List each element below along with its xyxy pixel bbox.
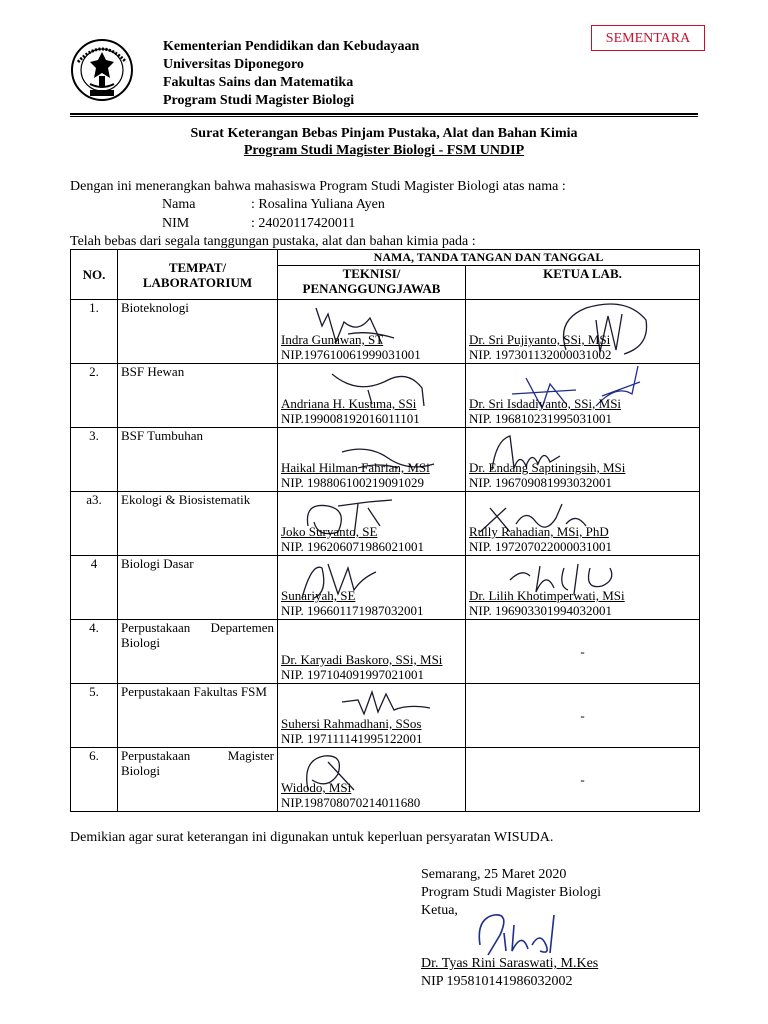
- technician-nip: NIP. 197111141995122001: [281, 731, 423, 746]
- signature-image: [470, 905, 560, 960]
- technician-name: Widodo, MSi: [281, 780, 352, 795]
- technician-name: Andriana H. Kusuma, SSi: [281, 396, 417, 411]
- document-title: Surat Keterangan Bebas Pinjam Pustaka, Alat dan Bahan Kimia: [190, 126, 578, 141]
- row-place: Perpustakaan Magister Biologi: [118, 748, 278, 812]
- institution-ministry: Kementerian Pendidikan dan Kebudayaan: [163, 39, 420, 54]
- lab-head-cell: [466, 300, 700, 364]
- technician-nip: NIP.197610061999031001: [281, 347, 421, 362]
- row-place: Biologi Dasar: [118, 556, 278, 620]
- row-place: Perpustakaan Departemen Biologi: [118, 620, 278, 684]
- lab-head-name: Dr. Sri Isdadiyanto, SSi, MSi: [469, 396, 622, 411]
- institution-header: [163, 38, 419, 110]
- institution-faculty: Fakultas Sains dan Matematika: [163, 75, 354, 90]
- technician-cell: [278, 556, 466, 620]
- closing-text: Demikian agar surat keterangan ini digunakan untuk keperluan persyaratan WISUDA.: [70, 830, 554, 845]
- signature-image: [338, 688, 438, 718]
- institution-university: Universitas Diponegoro: [163, 57, 304, 72]
- technician-nip: NIP. 197104091997021001: [281, 667, 425, 682]
- header-no: NO.: [71, 250, 118, 300]
- row-place: BSF Hewan: [118, 364, 278, 428]
- technician-cell: [278, 684, 466, 748]
- lab-head-empty: -: [466, 684, 700, 748]
- technician-cell: [278, 300, 466, 364]
- header-rule: [70, 113, 698, 115]
- technician-name: Indra Gunawan, ST: [281, 332, 384, 347]
- lab-head-cell: [466, 492, 700, 556]
- technician-name: Dr. Karyadi Baskoro, SSi, MSi: [281, 652, 443, 667]
- row-number: 1.: [71, 300, 118, 364]
- clearance-table: [70, 249, 700, 812]
- signoff-name: Dr. Tyas Rini Saraswati, M.Kes: [421, 956, 599, 971]
- table-row: [71, 300, 700, 364]
- undip-seal-icon: [70, 38, 134, 102]
- header-rule-thin: [70, 116, 698, 117]
- technician-cell: [278, 492, 466, 556]
- free-text: Telah bebas dari segala tanggungan pustaka, alat dan bahan kimia pada :: [70, 234, 476, 249]
- row-number: 4.: [71, 620, 118, 684]
- document-subtitle: Program Studi Magister Biologi - FSM UNDIP: [243, 143, 525, 158]
- table-row: [71, 620, 700, 684]
- header-place: TEMPAT/ LABORATORIUM: [118, 250, 278, 300]
- signoff-place-date: Semarang, 25 Maret 2020: [421, 867, 567, 882]
- row-number: 4: [71, 556, 118, 620]
- header-group: NAMA, TANDA TANGAN DAN TANGGAL: [278, 250, 700, 266]
- lab-head-nip: NIP. 196903301994032001: [469, 603, 613, 618]
- table-row: [71, 428, 700, 492]
- technician-name: Suhersi Rahmadhani, SSos: [281, 716, 422, 731]
- technician-cell: [278, 748, 466, 812]
- status-stamp: SEMENTARA: [591, 25, 705, 51]
- lab-head-empty: -: [466, 748, 700, 812]
- row-place: Bioteknologi: [118, 300, 278, 364]
- row-place: Perpustakaan Fakultas FSM: [118, 684, 278, 748]
- technician-nip: NIP. 196206071986021001: [281, 539, 425, 554]
- table-row: [71, 748, 700, 812]
- student-name-label: Nama: [162, 197, 196, 212]
- table-row: [71, 492, 700, 556]
- signoff-role: Ketua,: [421, 903, 458, 918]
- header-technician: TEKNISI/ PENANGGUNGJAWAB: [278, 266, 466, 300]
- row-number: 6.: [71, 748, 118, 812]
- intro-text: Dengan ini menerangkan bahwa mahasiswa Program Studi Magister Biologi atas nama :: [70, 179, 566, 194]
- signoff-program: Program Studi Magister Biologi: [421, 885, 602, 900]
- technician-nip: NIP. 198806100219091029: [281, 475, 425, 490]
- lab-head-nip: NIP. 197207022000031001: [469, 539, 613, 554]
- lab-head-cell: [466, 364, 700, 428]
- technician-name: Haikal Hilman Fahrian, MSi: [281, 460, 430, 475]
- row-place: BSF Tumbuhan: [118, 428, 278, 492]
- lab-head-cell: [466, 556, 700, 620]
- row-number: a3.: [71, 492, 118, 556]
- technician-cell: [278, 428, 466, 492]
- row-place: Ekologi & Biosistematik: [118, 492, 278, 556]
- technician-cell: [278, 364, 466, 428]
- lab-head-cell: [466, 428, 700, 492]
- technician-nip: NIP.198708070214011680: [281, 795, 421, 810]
- table-row: [71, 684, 700, 748]
- header-lab-head: KETUA LAB.: [466, 266, 700, 300]
- lab-head-name: Rully Rahadian, MSi, PhD: [469, 524, 609, 539]
- technician-nip: NIP. 196601171987032001: [281, 603, 424, 618]
- table-row: [71, 556, 700, 620]
- lab-head-empty: -: [466, 620, 700, 684]
- technician-name: Sunariyah, SE: [281, 588, 356, 603]
- row-number: 3.: [71, 428, 118, 492]
- row-number: 5.: [71, 684, 118, 748]
- lab-head-nip: NIP. 196810231995031001: [469, 411, 613, 426]
- signoff-nip: NIP 195810141986032002: [421, 974, 573, 989]
- lab-head-name: Dr. Lilih Khotimperwati, MSi: [469, 588, 625, 603]
- lab-head-nip: NIP. 196709081993032001: [469, 475, 613, 490]
- technician-nip: NIP.199008192016011101: [281, 411, 420, 426]
- lab-head-nip: NIP. 197301132000031002: [469, 347, 612, 362]
- student-name-value: : Rosalina Yuliana Ayen: [251, 197, 385, 212]
- institution-program: Program Studi Magister Biologi: [163, 93, 355, 108]
- row-number: 2.: [71, 364, 118, 428]
- lab-head-name: Dr. Endang Saptiningsih, MSi: [469, 460, 626, 475]
- student-nim-label: NIM: [162, 216, 190, 231]
- technician-cell: [278, 620, 466, 684]
- student-nim-value: : 24020117420011: [251, 216, 356, 231]
- table-row: [71, 364, 700, 428]
- lab-head-name: Dr. Sri Pujiyanto, SSi, MSi: [469, 332, 611, 347]
- technician-name: Joko Suryanto, SE: [281, 524, 378, 539]
